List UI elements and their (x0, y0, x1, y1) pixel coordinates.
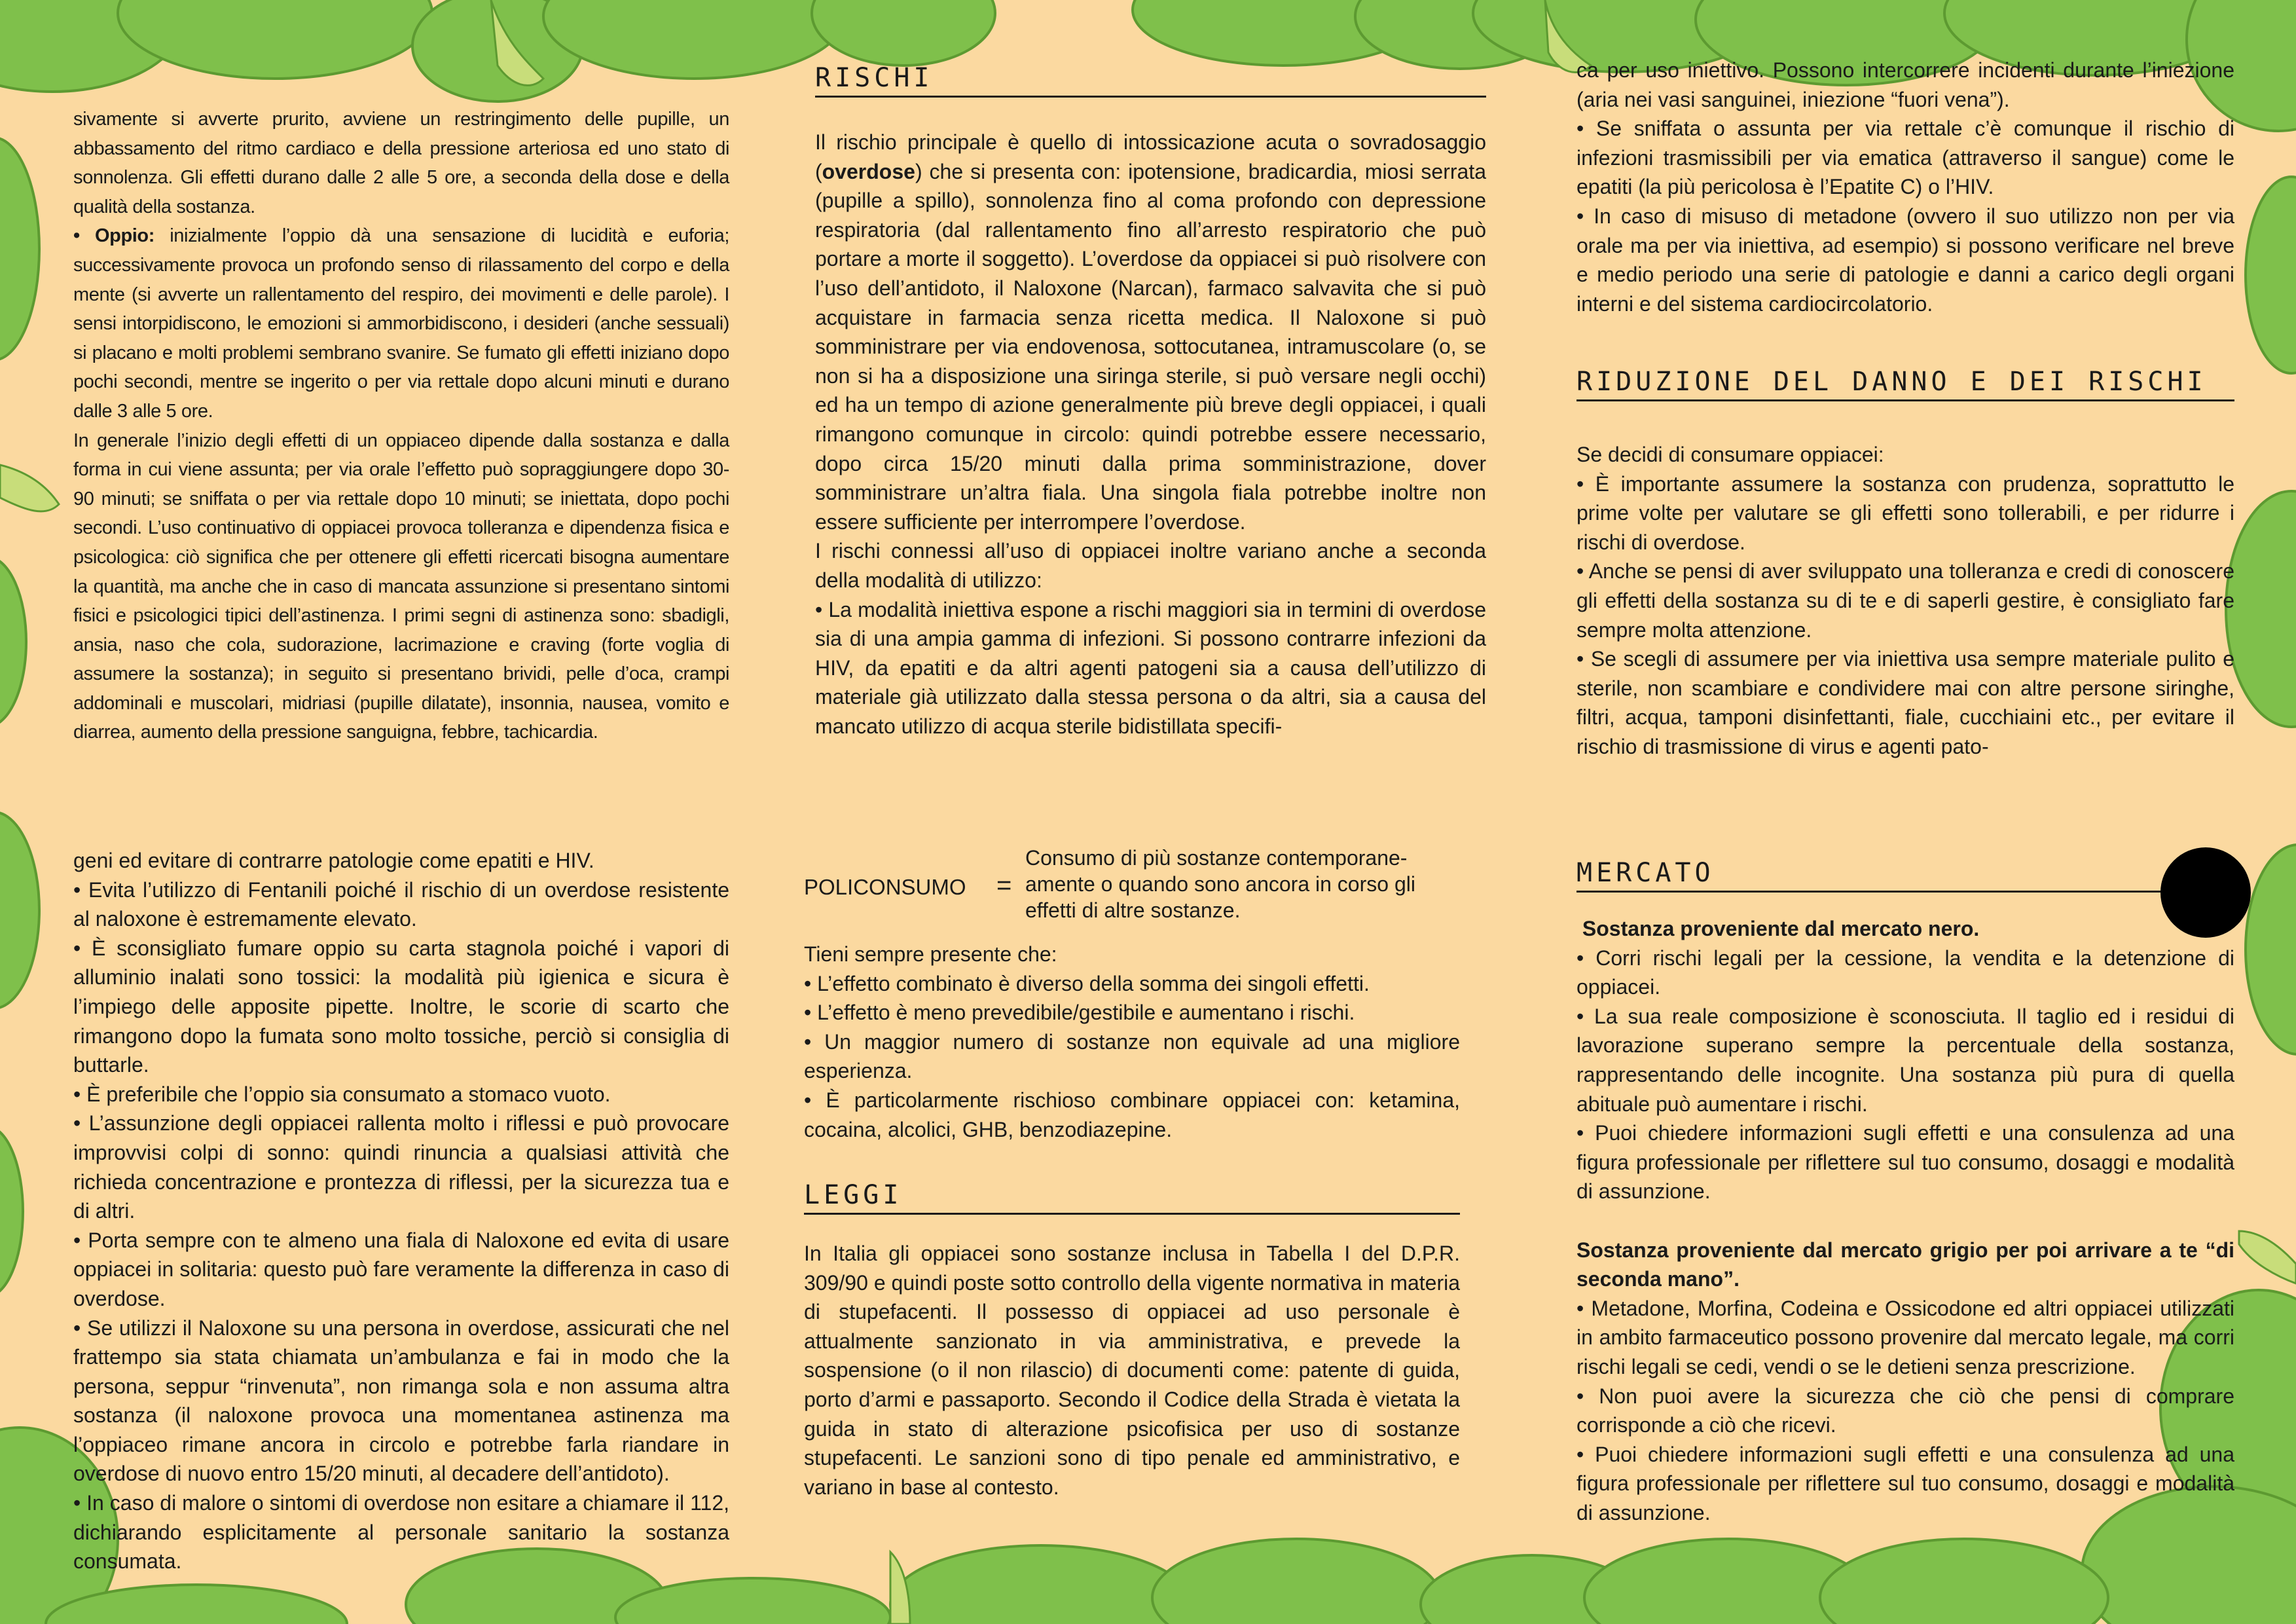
col3-p3: • In caso di misuso di metadone (ovvero il suo utilizzo non per via orale ma per via iniettiva, ad esempio) si possono verificare nel breve e medio periodo una serie di patologie e danni a carico degli organi interni e del sistema cardiocircolatorio. (1576, 204, 2234, 316)
equals-sign: = (996, 871, 1012, 900)
rischi-p1-a: Il rischio principale è quello di intossicazione acuta o sovradosaggio ( (815, 130, 1486, 183)
policonsumo-text (804, 940, 1460, 1144)
riduzione-p2: • È importante assumere la sostanza con prudenza, soprattutto le prime volte per valutare se gli effetti sono tollerabili, e per ridurre i rischi di overdose. (1576, 471, 2234, 554)
leggi-heading: LEGGI (804, 1180, 1460, 1215)
col3-text (1576, 56, 2234, 318)
mercato-b4: • Metadone, Morfina, Codeina e Ossicodone ed altri oppiacei utilizzati in ambito farmaceutico possono provenire dal mercato legale, ma corri rischi legali se cedi, vendi o se le detieni senza prescrizione. (1576, 1296, 2234, 1378)
mercato-spacer (1576, 1206, 2234, 1236)
col4-p4: • È preferibile che l’oppio sia consumato a stomaco vuoto. (73, 1082, 611, 1106)
policonsumo-def-line3: effetti di altre sostanze. (1025, 898, 1241, 922)
mercato-sub2-bold: Sostanza proveniente dal mercato grigio per poi arrivare a te “di seconda mano”. (1576, 1238, 2234, 1291)
leggi-text (804, 1239, 1460, 1502)
mercato-sub2 (1576, 1236, 2234, 1294)
riduzione-p1: Se decidi di consumare oppiacei: (1576, 443, 1884, 466)
mercato-text (1576, 914, 2234, 1527)
col4-text (73, 846, 729, 1576)
overdose-bold: overdose (822, 159, 915, 183)
col4-p2: • Evita l’utilizzo di Fentanili poiché il rischio di un overdose resistente al naloxone è estremamente elevato. (73, 877, 729, 931)
policonsumo-definition (804, 845, 1472, 930)
col4-p5: • L’assunzione degli oppiacei rallenta molto i riflessi e può provocare improvvisi colpi di sonno: quindi rinuncia a qualsiasi attività che richieda concentrazione e prontezza di riflessi, per la sicurezza tua e di altri. (73, 1111, 729, 1223)
leggi-p1: In Italia gli oppiacei sono sostanze inclusa in Tabella I del D.P.R. 309/90 e quindi poste sotto controllo della vigente normativa in materia di stupefacenti. Il possesso di oppiacei ad uso personale è attualmente sanzionato in via amministrativa, e prevede la sospensione (o il non rilascio) di documenti come: patente di guida, porto d’armi e passaporto. Secondo il Codice della Strada è vietata la guida in stato di alterazione psicofisica per uso di sostanze stupefacenti. Le sanzioni sono di tipo penale ed amministrativo, e variano in base al contesto. (804, 1242, 1460, 1499)
rischi-text (815, 128, 1486, 741)
policonsumo-intro: Tieni sempre presente che: (804, 942, 1057, 966)
mercato-b1: • Corri rischi legali per la cessione, la vendita e la detenzione di oppiacei. (1576, 946, 2234, 999)
col1-p2 (73, 221, 729, 426)
col3-p2: • Se sniffata o assunta per via rettale c’è comunque il rischio di infezioni trasmissibili per via ematica (attraverso il sangue) come le epatiti (la più pericolosa è l’Epatite C) o l’HIV. (1576, 117, 2234, 199)
policonsumo-b3: • Un maggior numero di sostanze non equivale ad una migliore esperienza. (804, 1029, 1460, 1083)
oppio-text: inizialmente l’oppio dà una sensazione di lucidità e euforia; successivamente provoca un profondo senso di rilassamento del corpo e della mente (si avverte un rallentamento del respiro, dei movimenti e delle parole). I sensi intorpidiscono, le emozioni si ammorbidiscono, i desideri (anche sessuali) si placano e molti problemi sembrano svanire. Se fumato gli effetti iniziano dopo pochi secondi, mentre se ingerito o per via rettale dopo alcuni minuti e durano dalle 3 alle 5 ore. (73, 225, 729, 422)
col4-p3: • È sconsigliato fumare oppio su carta stagnola poiché i vapori di alluminio inalati sono tossici: la modalità più igienica e sicura è l’impiego delle apposite pipette. Inoltre, le scorie di scarto che rimangono dopo la fumata sono molto tossiche, perciò si consiglia di buttarle. (73, 936, 729, 1077)
col1-p1: sivamente si avverte prurito, avviene un restringimento delle pupille, un abbassamento del ritmo cardiaco e della pressione arteriosa ed uno stato di sonnolenza. Gli effetti durano dalle 2 alle 5 ore, a seconda della dose e della qualità della sostanza. (73, 109, 729, 217)
col1-p3: In generale l’inizio degli effetti di un oppiaceo dipende dalla sostanza e dalla forma in cui viene assunta; per via orale l’effetto può sopraggiungere dopo 30-90 minuti; se sniffata o per via rettale dopo 10 minuti; se iniettata, dopo pochi secondi. L’uso continuativo di oppiacei provoca tolleranza e dipendenza fisica e psicologica: ciò significa che per ottenere gli effetti ricercati bisogna aumentare la quantità, ma anche che in caso di mancata assunzione si presentano sintomi fisici e psicologici tipici dell’astinenza. I primi segni di astinenza sono: sbadigli, ansia, naso che cola, sudorazione, lacrimazione e craving (forte voglia di assumere la sostanza); in seguito si presentano brividi, pelle d’oca, crampi addominali e muscolari, midriasi (pupille dilatate), insonnia, nausea, vomito e diarrea, aumento della pressione sanguigna, febbre, tachicardia. (73, 430, 729, 743)
mercato-b5: • Non puoi avere la sicurezza che ciò che pensi di comprare corrisponde a ciò che ricevi. (1576, 1384, 2234, 1437)
col4-p1: geni ed evitare di contrarre patologie come epatiti e HIV. (73, 849, 594, 872)
rischi-heading: RISCHI (815, 63, 1486, 98)
rischi-p1-c: ) che si presenta con: ipotensione, bradicardia, miosi serrata (pupille a spillo), sonnolenza fino al coma profondo con depressione respiratoria (dal rallentamento fino all’arresto respiratorio che può portare a morte il soggetto). L’overdose da oppiacei si può risolvere con l’uso dell’antidoto, il Naloxone (Narcan), farmaco salvavita che si può acquistare in farmacia senza ricetta medica. Il Naloxone si può somministrare per via endovenosa, sottocutanea, intramuscolare (o, se non si ha a disposizione una siringa sterile, si può versare negli occhi) ed ha un tempo di azione generalmente più breve degli oppiacei, i quali rimangono comunque in circolo: quindi potrebbe essere necessario, dopo circa 15/20 minuti dalla prima somministrazione, dover somministrare un’altra fiala. Una singola fiala potrebbe inoltre non essere sufficiente per interrompere l’overdose. (815, 159, 1486, 534)
mercato-sub1-bold: Sostanza proveniente dal mercato nero. (1582, 917, 1980, 940)
mercato-b3: • Puoi chiedere informazioni sugli effetti e una consulenza ad una figura professionale per riflettere sul tuo consumo, dosaggi e modalità di assunzione. (1576, 1121, 2234, 1204)
oppio-label: • Oppio: (73, 225, 155, 247)
col1-text (73, 105, 729, 747)
col4-p6: • Porta sempre con te almeno una fiala di Naloxone ed evita di usare oppiacei in solitaria: questo può fare veramente la differenza in caso di overdose. (73, 1228, 729, 1310)
mercato-sub1 (1576, 914, 2234, 944)
riduzione-text (1576, 440, 2234, 762)
riduzione-p3: • Anche se pensi di aver sviluppato una tolleranza e credi di conoscere gli effetti della sostanza su di te e di saperli gestire, è consigliato fare sempre molta attenzione. (1576, 559, 2234, 642)
mercato-b2: • La sua reale composizione è sconosciuta. Il taglio ed i residui di lavorazione superano sempre la percentuale della sostanza, rappresentando delle incognite. Una sostanza più pura di quella abituale può aumentare i rischi. (1576, 1004, 2234, 1116)
policonsumo-b2: • L’effetto è meno prevedibile/gestibile e aumentano i rischi. (804, 1001, 1355, 1025)
rischi-p2: I rischi connessi all’uso di oppiacei inoltre variano anche a seconda della modalità di utilizzo: (815, 539, 1486, 592)
policonsumo-def-line2: amente o quando sono ancora in corso gli (1025, 872, 1415, 896)
mercato-b6: • Puoi chiedere informazioni sugli effetti e una consulenza ad una figura professionale per riflettere sul tuo consumo, dosaggi e modalità di assunzione. (1576, 1442, 2234, 1524)
riduzione-p4: • Se scegli di assumere per via iniettiva usa sempre materiale pulito e sterile, non scambiare e condividere mai con altre persone siringhe, filtri, acqua, tamponi disinfettanti, fiale, cucchiaini etc., per evitare il rischio di trasmissione di virus e agenti pato- (1576, 647, 2234, 758)
policonsumo-b4: • È particolarmente rischioso combinare oppiacei con: ketamina, cocaina, alcolici, GHB, benzodiazepine. (804, 1088, 1460, 1141)
col4-p8: • In caso di malore o sintomi di overdose non esitare a chiamare il 112, dichiarando esplicitamente al personale sanitario la sostanza consumata. (73, 1491, 729, 1574)
rischi-p3: • La modalità iniettiva espone a rischi maggiori sia in termini di overdose sia di una ampia gamma di infezioni. Si possono contrarre infezioni da HIV, da epatiti e da altri agenti patogeni sia a causa dell’utilizzo di materiale già utilizzato dalla stessa persona o da altri, sia a causa del mancato utilizzo di acqua sterile bidistillata specifi- (815, 597, 1486, 738)
policonsumo-def-line1: Consumo di più sostanze contemporane- (1025, 846, 1408, 870)
riduzione-heading: RIDUZIONE DEL DANNO E DEI RISCHI (1576, 367, 2234, 401)
col4-p7: • Se utilizzi il Naloxone su una persona in overdose, assicurati che nel frattempo sia stata chiamata un’ambulanza e fai in modo che la persona, seppur “rinvenuta”, non rimanga sola e non assuma altra sostanza (il naloxone provoca una momentanea astinenza ma l’oppiaceo rimane ancora in circolo e potrebbe farla riandare in overdose di nuovo entro 15/20 minuti, al decadere dell’antidoto). (73, 1316, 729, 1486)
rischi-p1 (815, 128, 1486, 536)
policonsumo-b1: • L’effetto combinato è diverso della somma dei singoli effetti. (804, 971, 1370, 995)
mercato-heading: MERCATO (1576, 858, 2192, 893)
col3-p1: ca per uso iniettivo. Possono intercorrere incidenti durante l’iniezione (aria nei vasi sanguinei, iniezione “fuori vena”). (1576, 58, 2234, 111)
policonsumo-word: POLICONSUMO (804, 875, 966, 899)
